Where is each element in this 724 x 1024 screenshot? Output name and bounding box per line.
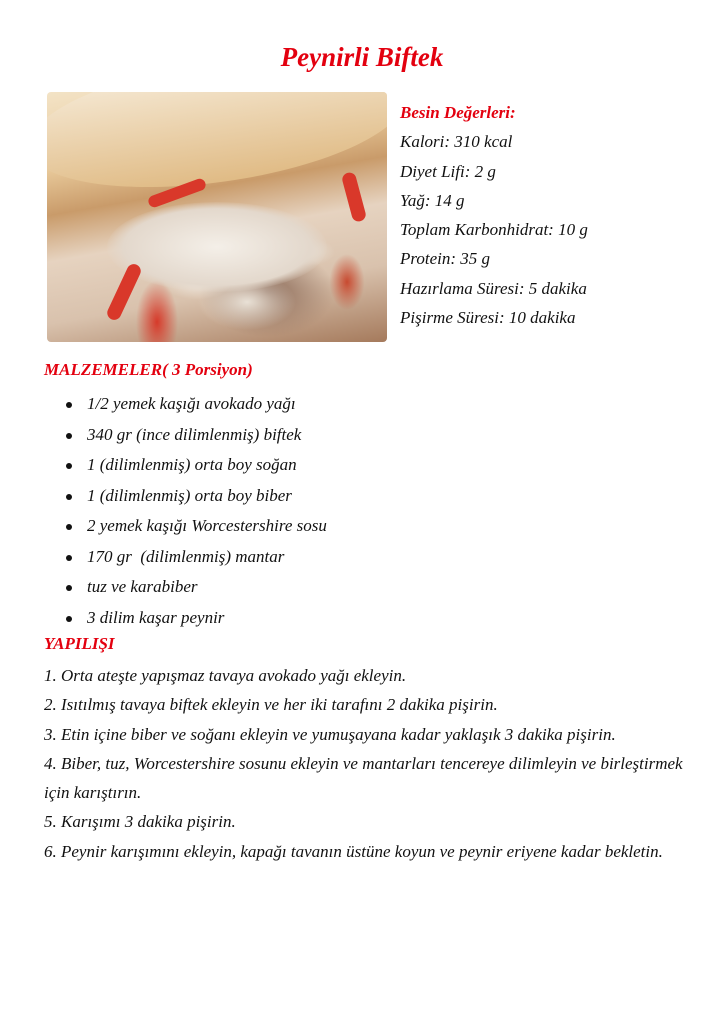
cheese-shape: [107, 202, 327, 292]
bullet-icon: [66, 494, 72, 500]
bullet-icon: [66, 463, 72, 469]
ingredient-text: 2 yemek kaşığı Worcestershire sosu: [87, 516, 327, 535]
list-item: [44, 481, 327, 512]
nutrition-item: Diyet Lifi: 2 g: [400, 161, 496, 181]
nutrition-item: Hazırlama Süresi: 5 dakika: [400, 278, 587, 298]
step-item: 1. Orta ateşte yapışmaz tavaya avokado yağı ekleyin.: [44, 666, 407, 685]
steps-list: [44, 661, 684, 866]
step-item: 4. Biber, tuz, Worcestershire sosunu ekleyin ve mantarları tencereye dilimleyin ve birleştirmek için karıştırın.: [44, 753, 683, 803]
list-item: [44, 603, 327, 634]
bread-shape: [47, 92, 387, 208]
ingredient-text: 340 gr (ince dilimlenmiş) biftek: [87, 424, 302, 444]
nutrition-panel: [400, 98, 588, 332]
ingredient-text: 170 gr (dilimlenmiş) mantar: [87, 546, 285, 566]
pepper-shape: [341, 171, 367, 223]
bullet-icon: [66, 402, 72, 408]
list-item: [44, 389, 327, 420]
bullet-icon: [66, 433, 72, 439]
nutrition-item: Toplam Karbonhidrat: 10 g: [400, 220, 588, 240]
bullet-icon: [66, 555, 72, 561]
ingredients-heading: MALZEMELER( 3 Porsiyon): [44, 360, 253, 379]
step-item: 6. Peynir karışımını ekleyin, kapağı tavanın üstüne koyun ve peynir eriyene kadar bekletin.: [44, 841, 663, 861]
page-title: Peynirli Biftek: [280, 42, 444, 72]
recipe-photo: [47, 92, 387, 342]
list-item: [44, 511, 327, 542]
bullet-icon: [66, 616, 72, 622]
ingredient-text: 1 (dilimlenmiş) orta boy soğan: [87, 455, 297, 474]
steps-heading: YAPILIŞI: [44, 634, 115, 653]
list-item: [44, 420, 327, 451]
ingredient-text: 3 dilim kaşar peynir: [87, 607, 225, 627]
nutrition-item: Yağ: 14 g: [400, 190, 465, 210]
step-item: 2. Isıtılmış tavaya biftek ekleyin ve her iki tarafını 2 dakika pişirin.: [44, 695, 498, 715]
list-item: [44, 572, 327, 603]
nutrition-item: Pişirme Süresi: 10 dakika: [400, 308, 576, 328]
list-item: [44, 542, 327, 573]
ingredient-text: 1/2 yemek kaşığı avokado yağı: [87, 394, 296, 413]
step-item: 5. Karışımı 3 dakika pişirin.: [44, 812, 236, 832]
bullet-icon: [66, 524, 72, 530]
nutrition-heading: Besin Değerleri:: [400, 103, 516, 122]
nutrition-item: Protein: 35 g: [400, 249, 491, 269]
nutrition-item: Kalori: 310 kcal: [400, 132, 513, 152]
ingredients-list: [44, 389, 327, 633]
bullet-icon: [66, 585, 72, 591]
step-item: 3. Etin içine biber ve soğanı ekleyin ve yumuşayana kadar yaklaşık 3 dakika pişirin.: [44, 724, 616, 744]
list-item: [44, 450, 327, 481]
ingredient-text: 1 (dilimlenmiş) orta boy biber: [87, 485, 292, 505]
ingredient-text: tuz ve karabiber: [87, 577, 198, 596]
